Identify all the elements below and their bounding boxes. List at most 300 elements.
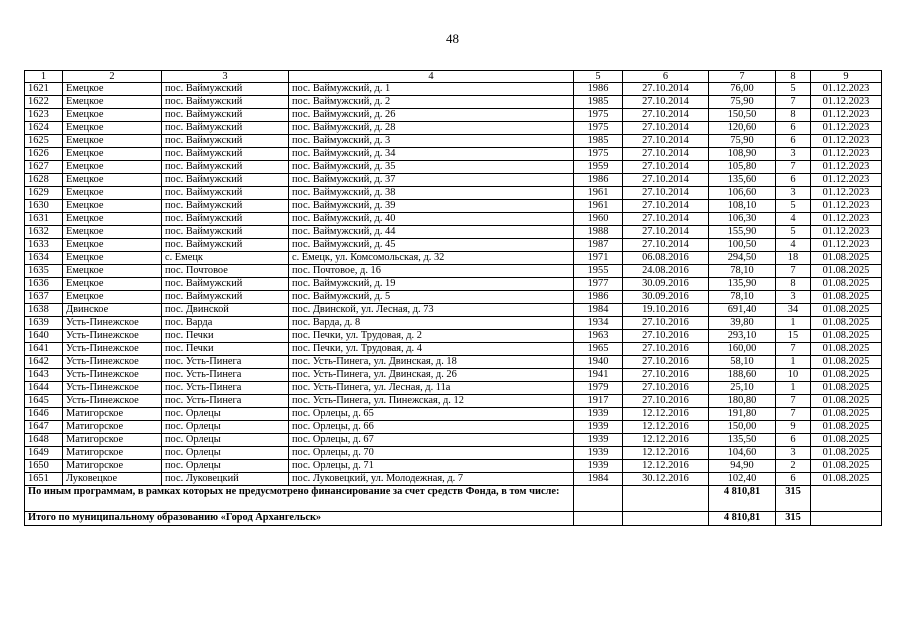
- address-cell: пос. Печки, ул. Трудовая, д. 2: [289, 330, 574, 343]
- area-cell: 155,90: [709, 226, 776, 239]
- recognition-date-cell: 12.12.2016: [623, 434, 709, 447]
- construction-year-cell: 1985: [574, 135, 623, 148]
- municipal-formation-cell: Матигорское: [63, 447, 162, 460]
- table-row: [25, 317, 882, 330]
- residents-count-cell: 5: [776, 83, 811, 96]
- municipal-formation-cell: Луковецкое: [63, 473, 162, 486]
- empty-cell: [811, 486, 882, 512]
- municipal-formation-cell: Емецкое: [63, 83, 162, 96]
- recognition-date-cell: 27.10.2014: [623, 174, 709, 187]
- address-cell: пос. Ваймужский, д. 45: [289, 239, 574, 252]
- residents-count-cell: 3: [776, 187, 811, 200]
- table-row: [25, 239, 882, 252]
- resettlement-date-cell: 01.12.2023: [811, 200, 882, 213]
- residents-count-cell: 9: [776, 421, 811, 434]
- settlement-cell: пос. Орлецы: [162, 460, 289, 473]
- area-cell: 75,90: [709, 135, 776, 148]
- resettlement-date-cell: 01.12.2023: [811, 174, 882, 187]
- recognition-date-cell: 27.10.2014: [623, 213, 709, 226]
- residents-count-cell: 4: [776, 213, 811, 226]
- municipal-formation-cell: Емецкое: [63, 122, 162, 135]
- area-cell: 160,00: [709, 343, 776, 356]
- area-cell: 180,80: [709, 395, 776, 408]
- municipal-formation-cell: Усть-Пинежское: [63, 356, 162, 369]
- area-cell: 78,10: [709, 265, 776, 278]
- area-cell: 188,60: [709, 369, 776, 382]
- municipal-formation-cell: Усть-Пинежское: [63, 330, 162, 343]
- area-cell: 106,60: [709, 187, 776, 200]
- address-cell: пос. Ваймужский, д. 19: [289, 278, 574, 291]
- address-cell: пос. Ваймужский, д. 38: [289, 187, 574, 200]
- column-number: 3: [162, 71, 289, 83]
- table-row: [25, 96, 882, 109]
- table-row: [25, 304, 882, 317]
- resettlement-date-cell: 01.12.2023: [811, 135, 882, 148]
- construction-year-cell: 1986: [574, 174, 623, 187]
- table-row: [25, 278, 882, 291]
- residents-count-cell: 18: [776, 252, 811, 265]
- row-number-cell: 1647: [25, 421, 63, 434]
- area-cell: 39,80: [709, 317, 776, 330]
- recognition-date-cell: 27.10.2016: [623, 382, 709, 395]
- housing-registry-table: [24, 70, 882, 526]
- page-number: 48: [446, 31, 459, 46]
- resettlement-date-cell: 01.08.2025: [811, 473, 882, 486]
- area-cell: 691,40: [709, 304, 776, 317]
- settlement-cell: пос. Двинской: [162, 304, 289, 317]
- summary-section: [25, 486, 882, 526]
- row-number-cell: 1622: [25, 96, 63, 109]
- resettlement-date-cell: 01.08.2025: [811, 447, 882, 460]
- construction-year-cell: 1975: [574, 109, 623, 122]
- recognition-date-cell: 30.12.2016: [623, 473, 709, 486]
- address-cell: пос. Усть-Пинега, ул. Двинская, д. 18: [289, 356, 574, 369]
- area-cell: 293,10: [709, 330, 776, 343]
- column-number: 7: [709, 71, 776, 83]
- settlement-cell: пос. Ваймужский: [162, 174, 289, 187]
- row-number-cell: 1648: [25, 434, 63, 447]
- settlement-cell: пос. Ваймужский: [162, 135, 289, 148]
- recognition-date-cell: 30.09.2016: [623, 278, 709, 291]
- row-number-cell: 1627: [25, 161, 63, 174]
- total-label: Итого по муниципальному образованию «Город Архангельск»: [25, 512, 574, 526]
- residents-count-cell: 3: [776, 291, 811, 304]
- settlement-cell: пос. Орлецы: [162, 421, 289, 434]
- row-number-cell: 1625: [25, 135, 63, 148]
- address-cell: пос. Двинской, ул. Лесная, д. 73: [289, 304, 574, 317]
- construction-year-cell: 1939: [574, 408, 623, 421]
- address-cell: пос. Усть-Пинега, ул. Лесная, д. 11а: [289, 382, 574, 395]
- empty-cell: [811, 512, 882, 526]
- resettlement-date-cell: 01.12.2023: [811, 96, 882, 109]
- municipal-formation-cell: Емецкое: [63, 213, 162, 226]
- resettlement-date-cell: 01.12.2023: [811, 122, 882, 135]
- column-number: 1: [25, 71, 63, 83]
- residents-count-cell: 15: [776, 330, 811, 343]
- construction-year-cell: 1961: [574, 200, 623, 213]
- row-number-cell: 1626: [25, 148, 63, 161]
- table-row: [25, 395, 882, 408]
- resettlement-date-cell: 01.12.2023: [811, 226, 882, 239]
- row-number-cell: 1621: [25, 83, 63, 96]
- resettlement-date-cell: 01.08.2025: [811, 278, 882, 291]
- total-summary-row: [25, 512, 882, 526]
- area-cell: 120,60: [709, 122, 776, 135]
- recognition-date-cell: 27.10.2016: [623, 369, 709, 382]
- resettlement-date-cell: 01.08.2025: [811, 252, 882, 265]
- residents-count-cell: 7: [776, 161, 811, 174]
- address-cell: пос. Ваймужский, д. 44: [289, 226, 574, 239]
- residents-count-cell: 6: [776, 174, 811, 187]
- row-number-cell: 1646: [25, 408, 63, 421]
- municipal-formation-cell: Емецкое: [63, 174, 162, 187]
- settlement-cell: пос. Ваймужский: [162, 148, 289, 161]
- residents-count-cell: 7: [776, 408, 811, 421]
- resettlement-date-cell: 01.12.2023: [811, 239, 882, 252]
- address-cell: пос. Ваймужский, д. 35: [289, 161, 574, 174]
- residents-count-cell: 7: [776, 343, 811, 356]
- construction-year-cell: 1961: [574, 187, 623, 200]
- resettlement-date-cell: 01.12.2023: [811, 83, 882, 96]
- table-row: [25, 252, 882, 265]
- settlement-cell: пос. Луковецкий: [162, 473, 289, 486]
- recognition-date-cell: 27.10.2014: [623, 135, 709, 148]
- construction-year-cell: 1985: [574, 96, 623, 109]
- table-row: [25, 330, 882, 343]
- recognition-date-cell: 27.10.2014: [623, 161, 709, 174]
- table-row: [25, 135, 882, 148]
- other-programs-label: По иным программам, в рамках которых не предусмотрено финансирование за счет средств Фонда, в том числе:: [25, 486, 574, 512]
- area-cell: 58,10: [709, 356, 776, 369]
- area-cell: 94,90: [709, 460, 776, 473]
- settlement-cell: пос. Усть-Пинега: [162, 382, 289, 395]
- table-row: [25, 369, 882, 382]
- empty-cell: [574, 512, 623, 526]
- construction-year-cell: 1975: [574, 122, 623, 135]
- municipal-formation-cell: Емецкое: [63, 200, 162, 213]
- municipal-formation-cell: Емецкое: [63, 135, 162, 148]
- residents-count-cell: 6: [776, 122, 811, 135]
- empty-cell: [574, 486, 623, 512]
- row-number-cell: 1629: [25, 187, 63, 200]
- resettlement-date-cell: 01.08.2025: [811, 291, 882, 304]
- row-number-cell: 1624: [25, 122, 63, 135]
- recognition-date-cell: 30.09.2016: [623, 291, 709, 304]
- address-cell: пос. Почтовое, д. 16: [289, 265, 574, 278]
- row-number-cell: 1623: [25, 109, 63, 122]
- construction-year-cell: 1965: [574, 343, 623, 356]
- construction-year-cell: 1917: [574, 395, 623, 408]
- column-number: 8: [776, 71, 811, 83]
- table-row: [25, 408, 882, 421]
- construction-year-cell: 1934: [574, 317, 623, 330]
- municipal-formation-cell: Матигорское: [63, 434, 162, 447]
- total-count: 315: [776, 512, 811, 526]
- settlement-cell: пос. Почтовое: [162, 265, 289, 278]
- municipal-formation-cell: Емецкое: [63, 187, 162, 200]
- column-number: 9: [811, 71, 882, 83]
- area-cell: 25,10: [709, 382, 776, 395]
- address-cell: пос. Печки, ул. Трудовая, д. 4: [289, 343, 574, 356]
- recognition-date-cell: 27.10.2016: [623, 356, 709, 369]
- construction-year-cell: 1986: [574, 83, 623, 96]
- resettlement-date-cell: 01.08.2025: [811, 304, 882, 317]
- recognition-date-cell: 19.10.2016: [623, 304, 709, 317]
- construction-year-cell: 1988: [574, 226, 623, 239]
- recognition-date-cell: 27.10.2014: [623, 187, 709, 200]
- settlement-cell: пос. Печки: [162, 343, 289, 356]
- recognition-date-cell: 27.10.2014: [623, 109, 709, 122]
- address-cell: пос. Ваймужский, д. 40: [289, 213, 574, 226]
- municipal-formation-cell: Усть-Пинежское: [63, 343, 162, 356]
- address-cell: пос. Ваймужский, д. 1: [289, 83, 574, 96]
- municipal-formation-cell: Емецкое: [63, 226, 162, 239]
- settlement-cell: пос. Ваймужский: [162, 291, 289, 304]
- municipal-formation-cell: Емецкое: [63, 148, 162, 161]
- settlement-cell: пос. Ваймужский: [162, 213, 289, 226]
- area-cell: 104,60: [709, 447, 776, 460]
- settlement-cell: пос. Орлецы: [162, 447, 289, 460]
- settlement-cell: пос. Орлецы: [162, 408, 289, 421]
- residents-count-cell: 3: [776, 148, 811, 161]
- row-number-cell: 1639: [25, 317, 63, 330]
- resettlement-date-cell: 01.08.2025: [811, 434, 882, 447]
- municipal-formation-cell: Матигорское: [63, 421, 162, 434]
- construction-year-cell: 1940: [574, 356, 623, 369]
- residents-count-cell: 1: [776, 356, 811, 369]
- table-row: [25, 434, 882, 447]
- construction-year-cell: 1986: [574, 291, 623, 304]
- residents-count-cell: 34: [776, 304, 811, 317]
- recognition-date-cell: 12.12.2016: [623, 421, 709, 434]
- settlement-cell: пос. Ваймужский: [162, 96, 289, 109]
- construction-year-cell: 1939: [574, 434, 623, 447]
- address-cell: пос. Орлецы, д. 70: [289, 447, 574, 460]
- address-cell: пос. Варда, д. 8: [289, 317, 574, 330]
- row-number-cell: 1651: [25, 473, 63, 486]
- table-row: [25, 291, 882, 304]
- resettlement-date-cell: 01.08.2025: [811, 460, 882, 473]
- residents-count-cell: 1: [776, 382, 811, 395]
- recognition-date-cell: 12.12.2016: [623, 408, 709, 421]
- municipal-formation-cell: Емецкое: [63, 278, 162, 291]
- municipal-formation-cell: Матигорское: [63, 408, 162, 421]
- table-row: [25, 447, 882, 460]
- recognition-date-cell: 27.10.2014: [623, 122, 709, 135]
- table-row: [25, 421, 882, 434]
- row-number-cell: 1631: [25, 213, 63, 226]
- area-cell: 105,80: [709, 161, 776, 174]
- row-number-cell: 1645: [25, 395, 63, 408]
- other-programs-summary-row: [25, 486, 882, 512]
- resettlement-date-cell: 01.12.2023: [811, 109, 882, 122]
- settlement-cell: пос. Ваймужский: [162, 278, 289, 291]
- construction-year-cell: 1941: [574, 369, 623, 382]
- recognition-date-cell: 27.10.2014: [623, 226, 709, 239]
- address-cell: пос. Луковецкий, ул. Молодежная, д. 7: [289, 473, 574, 486]
- municipal-formation-cell: Емецкое: [63, 109, 162, 122]
- resettlement-date-cell: 01.08.2025: [811, 369, 882, 382]
- row-number-cell: 1628: [25, 174, 63, 187]
- table-row: [25, 226, 882, 239]
- recognition-date-cell: 12.12.2016: [623, 447, 709, 460]
- table-row: [25, 122, 882, 135]
- address-cell: с. Емецк, ул. Комсомольская, д. 32: [289, 252, 574, 265]
- area-cell: 76,00: [709, 83, 776, 96]
- row-number-cell: 1632: [25, 226, 63, 239]
- row-number-cell: 1650: [25, 460, 63, 473]
- resettlement-date-cell: 01.12.2023: [811, 148, 882, 161]
- area-cell: 191,80: [709, 408, 776, 421]
- area-cell: 108,90: [709, 148, 776, 161]
- row-number-cell: 1649: [25, 447, 63, 460]
- area-cell: 135,60: [709, 174, 776, 187]
- settlement-cell: пос. Ваймужский: [162, 200, 289, 213]
- settlement-cell: пос. Варда: [162, 317, 289, 330]
- residents-count-cell: 8: [776, 109, 811, 122]
- area-cell: 106,30: [709, 213, 776, 226]
- empty-cell: [623, 486, 709, 512]
- row-number-cell: 1642: [25, 356, 63, 369]
- row-number-cell: 1635: [25, 265, 63, 278]
- construction-year-cell: 1984: [574, 304, 623, 317]
- construction-year-cell: 1963: [574, 330, 623, 343]
- construction-year-cell: 1984: [574, 473, 623, 486]
- address-cell: пос. Ваймужский, д. 2: [289, 96, 574, 109]
- resettlement-date-cell: 01.12.2023: [811, 213, 882, 226]
- area-cell: 135,50: [709, 434, 776, 447]
- area-cell: 150,00: [709, 421, 776, 434]
- row-number-cell: 1637: [25, 291, 63, 304]
- column-number-header-row: [25, 71, 882, 83]
- municipal-formation-cell: Емецкое: [63, 161, 162, 174]
- address-cell: пос. Орлецы, д. 67: [289, 434, 574, 447]
- settlement-cell: пос. Усть-Пинега: [162, 369, 289, 382]
- construction-year-cell: 1987: [574, 239, 623, 252]
- table-row: [25, 174, 882, 187]
- settlement-cell: пос. Ваймужский: [162, 187, 289, 200]
- municipal-formation-cell: Двинское: [63, 304, 162, 317]
- area-cell: 75,90: [709, 96, 776, 109]
- table-row: [25, 83, 882, 96]
- settlement-cell: пос. Печки: [162, 330, 289, 343]
- address-cell: пос. Ваймужский, д. 34: [289, 148, 574, 161]
- resettlement-date-cell: 01.08.2025: [811, 382, 882, 395]
- area-cell: 150,50: [709, 109, 776, 122]
- column-number: 6: [623, 71, 709, 83]
- settlement-cell: пос. Орлецы: [162, 434, 289, 447]
- settlement-cell: пос. Усть-Пинега: [162, 356, 289, 369]
- residents-count-cell: 4: [776, 239, 811, 252]
- municipal-formation-cell: Усть-Пинежское: [63, 317, 162, 330]
- recognition-date-cell: 12.12.2016: [623, 460, 709, 473]
- residents-count-cell: 7: [776, 395, 811, 408]
- empty-cell: [623, 512, 709, 526]
- residents-count-cell: 3: [776, 447, 811, 460]
- municipal-formation-cell: Матигорское: [63, 460, 162, 473]
- residents-count-cell: 8: [776, 278, 811, 291]
- column-number: 5: [574, 71, 623, 83]
- address-cell: пос. Орлецы, д. 66: [289, 421, 574, 434]
- address-cell: пос. Усть-Пинега, ул. Пинежская, д. 12: [289, 395, 574, 408]
- recognition-date-cell: 27.10.2016: [623, 395, 709, 408]
- settlement-cell: с. Емецк: [162, 252, 289, 265]
- other-programs-area: 4 810,81: [709, 486, 776, 512]
- address-cell: пос. Ваймужский, д. 5: [289, 291, 574, 304]
- table-row: [25, 213, 882, 226]
- other-programs-count: 315: [776, 486, 811, 512]
- recognition-date-cell: 27.10.2016: [623, 317, 709, 330]
- recognition-date-cell: 06.08.2016: [623, 252, 709, 265]
- municipal-formation-cell: Усть-Пинежское: [63, 395, 162, 408]
- table-row: [25, 265, 882, 278]
- table-row: [25, 109, 882, 122]
- table-body: [25, 71, 882, 486]
- row-number-cell: 1638: [25, 304, 63, 317]
- address-cell: пос. Ваймужский, д. 39: [289, 200, 574, 213]
- residents-count-cell: 1: [776, 317, 811, 330]
- municipal-formation-cell: Емецкое: [63, 252, 162, 265]
- construction-year-cell: 1955: [574, 265, 623, 278]
- table-row: [25, 473, 882, 486]
- municipal-formation-cell: Усть-Пинежское: [63, 369, 162, 382]
- resettlement-date-cell: 01.08.2025: [811, 343, 882, 356]
- construction-year-cell: 1939: [574, 447, 623, 460]
- recognition-date-cell: 27.10.2016: [623, 343, 709, 356]
- settlement-cell: пос. Ваймужский: [162, 226, 289, 239]
- construction-year-cell: 1939: [574, 460, 623, 473]
- recognition-date-cell: 24.08.2016: [623, 265, 709, 278]
- residents-count-cell: 6: [776, 473, 811, 486]
- resettlement-date-cell: 01.08.2025: [811, 330, 882, 343]
- construction-year-cell: 1975: [574, 148, 623, 161]
- recognition-date-cell: 27.10.2014: [623, 239, 709, 252]
- construction-year-cell: 1960: [574, 213, 623, 226]
- area-cell: 108,10: [709, 200, 776, 213]
- recognition-date-cell: 27.10.2014: [623, 200, 709, 213]
- municipal-formation-cell: Емецкое: [63, 291, 162, 304]
- area-cell: 135,90: [709, 278, 776, 291]
- address-cell: пос. Усть-Пинега, ул. Двинская, д. 26: [289, 369, 574, 382]
- address-cell: пос. Орлецы, д. 65: [289, 408, 574, 421]
- address-cell: пос. Ваймужский, д. 28: [289, 122, 574, 135]
- table-row: [25, 343, 882, 356]
- row-number-cell: 1644: [25, 382, 63, 395]
- settlement-cell: пос. Ваймужский: [162, 109, 289, 122]
- resettlement-date-cell: 01.12.2023: [811, 161, 882, 174]
- municipal-formation-cell: Емецкое: [63, 96, 162, 109]
- table-row: [25, 161, 882, 174]
- settlement-cell: пос. Ваймужский: [162, 161, 289, 174]
- area-cell: 78,10: [709, 291, 776, 304]
- construction-year-cell: 1971: [574, 252, 623, 265]
- residents-count-cell: 7: [776, 265, 811, 278]
- recognition-date-cell: 27.10.2014: [623, 96, 709, 109]
- construction-year-cell: 1939: [574, 421, 623, 434]
- row-number-cell: 1630: [25, 200, 63, 213]
- address-cell: пос. Орлецы, д. 71: [289, 460, 574, 473]
- table-row: [25, 200, 882, 213]
- resettlement-date-cell: 01.08.2025: [811, 395, 882, 408]
- row-number-cell: 1633: [25, 239, 63, 252]
- area-cell: 102,40: [709, 473, 776, 486]
- residents-count-cell: 5: [776, 226, 811, 239]
- resettlement-date-cell: 01.08.2025: [811, 356, 882, 369]
- residents-count-cell: 10: [776, 369, 811, 382]
- resettlement-date-cell: 01.08.2025: [811, 265, 882, 278]
- address-cell: пос. Ваймужский, д. 37: [289, 174, 574, 187]
- table-row: [25, 460, 882, 473]
